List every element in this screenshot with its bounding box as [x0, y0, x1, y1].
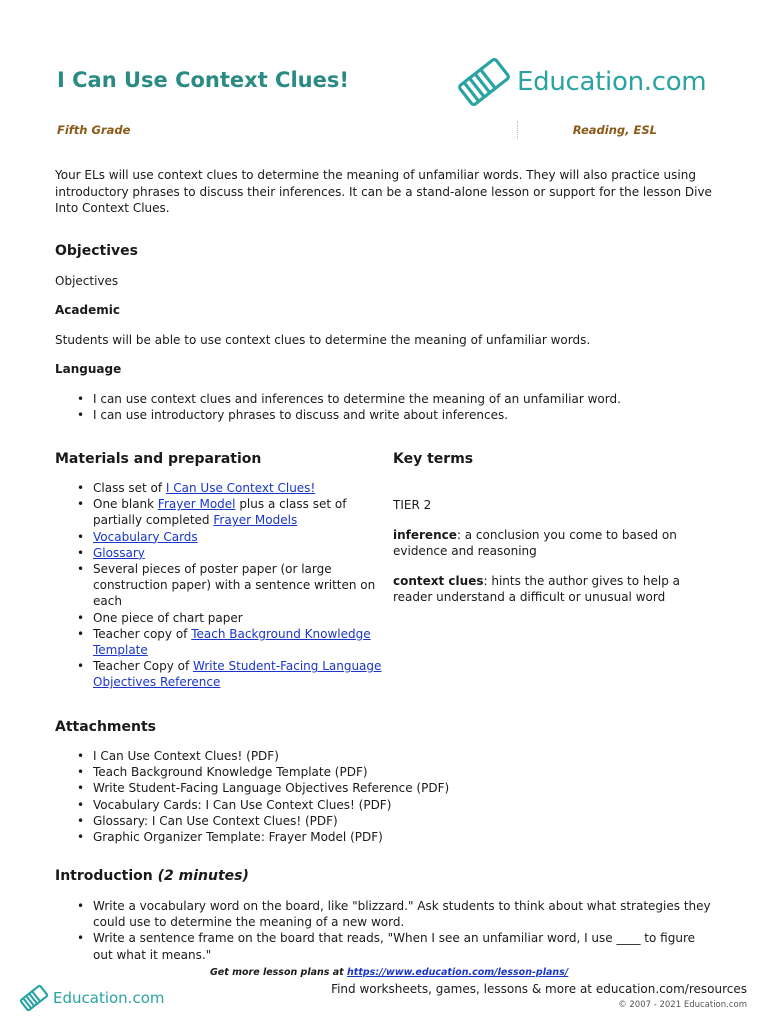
introduction-heading: Introduction (2 minutes) — [55, 868, 249, 884]
material-link[interactable]: Frayer Model — [157, 497, 236, 512]
meta-divider — [517, 121, 518, 139]
list-item: • Write a sentence frame on the board that reads, "When I see an unfamiliar word, I use ____ to figure out what it means." — [55, 930, 715, 962]
language-objectives-list — [55, 391, 715, 423]
grade-label: Fifth Grade — [57, 123, 131, 137]
language-heading: Language — [55, 362, 122, 376]
objectives-heading: Objectives — [55, 243, 138, 259]
logo-wordmark: Education.com — [517, 67, 707, 97]
key-term-context-clues: context clues: hints the author gives to help a reader understand a difficult or unusual word — [393, 574, 680, 604]
footer-logo[interactable] — [18, 984, 164, 1012]
list-item: • Several pieces of poster paper (or large construction paper) with a sentence written on each — [55, 561, 385, 610]
introduction-list — [55, 898, 715, 963]
attachments-list — [55, 748, 715, 845]
academic-heading: Academic — [55, 303, 120, 317]
tier-label: TIER 2 — [393, 498, 432, 512]
list-item: • Class set of I Can Use Context Clues! — [55, 480, 385, 496]
footer-cta: Get more lesson plans at https://www.education.com/lesson-plans/ — [210, 967, 569, 978]
page-title: I Can Use Context Clues! — [57, 68, 349, 92]
list-item: • Vocabulary Cards: I Can Use Context Clues! (PDF) — [55, 797, 715, 813]
list-item: • I can use context clues and inferences to determine the meaning of an unfamiliar word. — [55, 391, 715, 407]
materials-heading: Materials and preparation — [55, 451, 262, 467]
footer-tagline: Find worksheets, games, lessons & more at education.com/resources — [331, 982, 747, 996]
material-link[interactable]: Vocabulary Cards — [93, 529, 198, 544]
list-item: • Teacher Copy of Write Student-Facing Language Objectives Reference — [55, 658, 385, 690]
header-logo[interactable] — [455, 56, 706, 108]
intro-paragraph: Your ELs will use context clues to determine the meaning of unfamiliar words. They will also practice using introductory phrases to discuss their inferences. It can be a stand-alone lesson or support for the lesson Dive Into Context Clues. — [55, 168, 712, 215]
list-item: • Write a vocabulary word on the board, like "blizzard." Ask students to think about what strategies they could use to determine the meaning of a new word. — [55, 898, 715, 930]
list-item: • Graphic Organizer Template: Frayer Model (PDF) — [55, 829, 715, 845]
lesson-plans-link[interactable]: https://www.education.com/lesson-plans/ — [347, 967, 569, 978]
material-link[interactable]: Write Student-Facing Language Objectives Reference — [93, 659, 382, 690]
subject-label: Reading, ESL — [572, 123, 657, 137]
list-item — [55, 529, 385, 545]
footer-logo-wordmark: Education.com — [53, 989, 165, 1007]
objectives-subheading: Objectives — [55, 274, 119, 288]
list-item: • One piece of chart paper — [55, 610, 385, 626]
key-terms-heading: Key terms — [393, 451, 474, 467]
list-item: • I can use introductory phrases to discuss and write about inferences. — [55, 407, 715, 423]
materials-list — [55, 480, 385, 691]
list-item: • Write Student-Facing Language Objectives Reference (PDF) — [55, 780, 715, 796]
material-link[interactable]: I Can Use Context Clues! — [165, 481, 316, 495]
footer-copyright: © 2007 - 2021 Education.com — [618, 1000, 747, 1010]
list-item: • I Can Use Context Clues! (PDF) — [55, 748, 715, 764]
meta-row — [57, 123, 657, 139]
education-logo-icon — [18, 984, 50, 1012]
list-item: • Glossary: I Can Use Context Clues! (PDF) — [55, 813, 715, 829]
list-item — [55, 545, 385, 561]
list-item: • Teach Background Knowledge Template (PDF) — [55, 764, 715, 780]
material-link[interactable]: Frayer Models — [213, 513, 298, 528]
attachments-heading: Attachments — [55, 719, 157, 735]
list-item: • Teacher copy of Teach Background Knowledge Template — [55, 626, 385, 658]
material-link[interactable]: Teach Background Knowledge Template — [93, 626, 371, 658]
list-item: • One blank Frayer Model plus a class set of partially completed Frayer Models — [55, 496, 385, 528]
key-term-inference: inference: a conclusion you come to based on evidence and reasoning — [393, 528, 677, 558]
education-logo-icon — [455, 56, 513, 108]
material-link[interactable]: Glossary — [93, 545, 145, 560]
introduction-duration: (2 minutes) — [157, 868, 249, 884]
academic-text: Students will be able to use context clues to determine the meaning of unfamiliar words. — [55, 333, 591, 347]
